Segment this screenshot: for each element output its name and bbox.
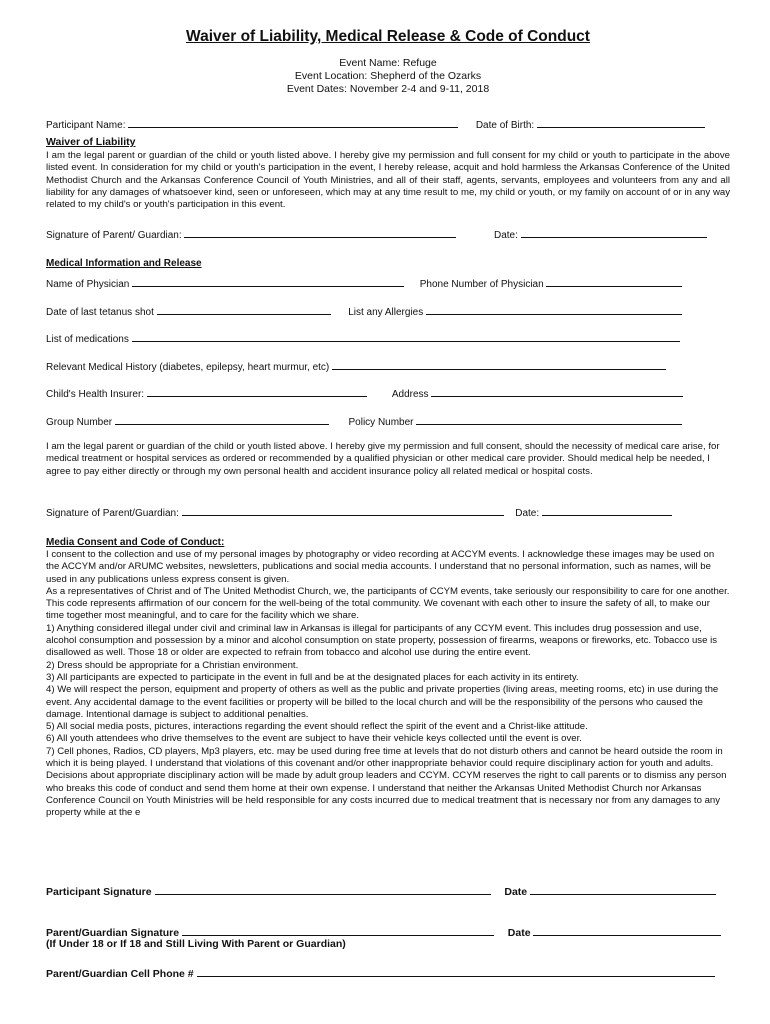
physician-row	[46, 276, 730, 290]
cell-phone-field[interactable]	[197, 966, 715, 977]
conduct-paragraph: 6) All youth attendees who drive themselves to the event are subject to have their vehicle keys collected until the event is over.	[46, 733, 582, 745]
history-label: Relevant Medical History (diabetes, epilepsy, heart murmur, etc)	[46, 362, 330, 373]
cell-phone-label: Parent/Guardian Cell Phone #	[46, 968, 194, 980]
conduct-paragraph: I consent to the collection and use of my personal images by photography or video recording at ACCYM events. I acknowledge these images may be used on the ACCYM and/or ARUMC websites, newsletters, publications and social media accounts. I understand that no personal information, such as names, will be used in any publications unless express consent is given.	[46, 549, 715, 585]
allergies-field[interactable]	[426, 304, 682, 315]
parent-signature-label: Parent/Guardian Signature	[46, 927, 180, 939]
cell-phone-row	[46, 966, 730, 980]
participant-row	[46, 117, 730, 131]
policy-number-label: Policy Number	[348, 417, 414, 428]
policy-number-field[interactable]	[416, 414, 682, 425]
physician-phone-field[interactable]	[546, 276, 682, 287]
conduct-text	[46, 549, 730, 820]
participant-signature-row	[46, 884, 730, 898]
event-location: Event Location: Shepherd of the Ozarks	[294, 70, 482, 82]
group-row	[46, 414, 730, 428]
medical-signature-label: Signature of Parent/Guardian:	[46, 508, 179, 519]
event-name: Event Name: Refuge	[339, 57, 437, 69]
conduct-paragraph: As a representatives of Christ and of The United Methodist Church, we, the participants of CCYM events, take seriously our responsibility to care for one another. This code represents affirmation of our concern for the well-being of the total community. We covenant with each other to insure the safety of all, to make our time together most meaningful, and to care for the facility which we share.	[46, 585, 730, 622]
waiver-signature-field[interactable]	[184, 227, 456, 238]
event-dates: Event Dates: November 2-4 and 9-11, 2018	[286, 83, 490, 95]
parent-date-field[interactable]	[533, 925, 721, 936]
group-number-label: Group Number	[46, 417, 113, 428]
medications-label: List of medications	[46, 334, 129, 345]
medical-date-label: Date:	[515, 508, 540, 519]
allergies-label: List any Allergies	[348, 307, 424, 318]
tetanus-label: Date of last tetanus shot	[46, 307, 154, 318]
insurer-field[interactable]	[147, 386, 367, 397]
address-label: Address	[391, 389, 429, 400]
physician-label: Name of Physician	[46, 279, 130, 290]
participant-name-label: Participant Name:	[46, 120, 126, 131]
form-title: Waiver of Liability, Medical Release & Code of Conduct	[186, 28, 590, 45]
medical-consent-text: I am the legal parent or guardian of the child or youth listed above. I hereby give my permission and full consent, should the necessity of medical care arise, for medical treatment or hospital services as ordered or recommended by a qualified physician or other medical care provider. Should medical help be needed, I agree to pay either directly or through my own personal health and accident insurance policy all related medical or hospital costs.	[46, 441, 720, 477]
medical-signature-row	[46, 505, 730, 519]
medical-signature-field[interactable]	[182, 505, 504, 516]
history-row	[46, 359, 730, 373]
group-number-field[interactable]	[115, 414, 329, 425]
parent-signature-field[interactable]	[182, 925, 494, 936]
parent-note: (If Under 18 or If 18 and Still Living With Parent or Guardian)	[46, 938, 346, 950]
conduct-paragraph: 1) Anything considered illegal under civil and criminal law in Arkansas is illegal for participants of any CCYM event. This includes drug possession and use, alcohol consumption and possession by a minor and alcohol consumption on state property, possession of firearms, weapons or fireworks, etc. Tobacco use is disallowed as well. Those 18 or older are expected to refrain from tobacco and alcohol use during the entire event.	[46, 622, 718, 659]
medications-field[interactable]	[132, 331, 680, 342]
medical-date-field[interactable]	[542, 505, 672, 516]
parent-signature-row	[46, 925, 730, 939]
tetanus-field[interactable]	[157, 304, 331, 315]
waiver-signature-row	[46, 227, 730, 241]
parent-date-label: Date	[507, 927, 531, 939]
waiver-heading: Waiver of Liability	[46, 136, 136, 148]
conduct-paragraph: 4) We will respect the person, equipment and property of others as well as the public and private properties (living areas, meeting rooms, etc) in use during the event. Any accidental damage to the event facilities or property will be billed to the local church and will be the responsibility of the persons who caused the damage. Intentional damage is subject to additional penalties.	[46, 684, 719, 720]
physician-field[interactable]	[132, 276, 404, 287]
tetanus-row	[46, 304, 730, 318]
waiver-date-label: Date:	[493, 230, 518, 241]
conduct-paragraph: 5) All social media posts, pictures, interactions regarding the event should reflect the spirit of the event and a Christ-like attitude.	[46, 721, 588, 733]
address-field[interactable]	[431, 386, 683, 397]
conduct-paragraph: 7) Cell phones, Radios, CD players, Mp3 players, etc. may be used during free time at levels that do not disturb others and cannot be heard outside the room in which it is being played. I understand that violations of this covenant and/or other inappropriate behavior could require disciplinary action for youth and adults. Decisions about appropriate disciplinary action will be made by adult group leaders and CCYM. CCYM reserves the right to call parents or to dismiss any person who breaks this code of conduct and send them home at their own expense. I understand that neither the Arkansas United Methodist Church nor Arkansas Conference Council on Youth Ministries will be held responsible for any costs incurred due to medical treatment that is necessary nor from any damages to any property while at the e	[46, 745, 727, 819]
date-of-birth-field[interactable]	[537, 117, 705, 128]
participant-signature-field[interactable]	[155, 884, 491, 895]
waiver-signature-label: Signature of Parent/ Guardian:	[46, 230, 182, 241]
medications-row	[46, 331, 730, 345]
participant-name-field[interactable]	[128, 117, 458, 128]
conduct-heading: Media Consent and Code of Conduct:	[46, 537, 225, 548]
participant-date-label: Date	[504, 886, 528, 898]
date-of-birth-label: Date of Birth:	[475, 120, 535, 131]
physician-phone-label: Phone Number of Physician	[419, 279, 544, 290]
conduct-paragraph: 2) Dress should be appropriate for a Christian environment.	[46, 659, 299, 671]
waiver-date-field[interactable]	[521, 227, 707, 238]
participant-date-field[interactable]	[530, 884, 716, 895]
insurer-row	[46, 386, 730, 400]
conduct-paragraph: 3) All participants are expected to participate in the event in full and be at the designated places for each activity in its entirety.	[46, 671, 579, 683]
waiver-text: I am the legal parent or guardian of the child or youth listed above. I hereby give my permission and full consent for my child or youth to participate in the above listed event. In consideration for my child or youth's participation in the event, I hereby release, acquit and hold harmless the Arkansas Conference of the United Methodist Church and the Arkansas Conference Council of Youth Ministries, and all of their staff, agents, servants, employees and volunteers from any and all liability for any damages of whatsoever kind, seen or unforeseen, which may at any time result to me, my child or youth, or my family on account of or in any way related to my child's or youth's participation in this event.	[46, 150, 730, 211]
participant-signature-label: Participant Signature	[46, 886, 152, 898]
history-field[interactable]	[332, 359, 666, 370]
medical-heading: Medical Information and Release	[46, 258, 202, 269]
insurer-label: Child's Health Insurer:	[46, 389, 145, 400]
